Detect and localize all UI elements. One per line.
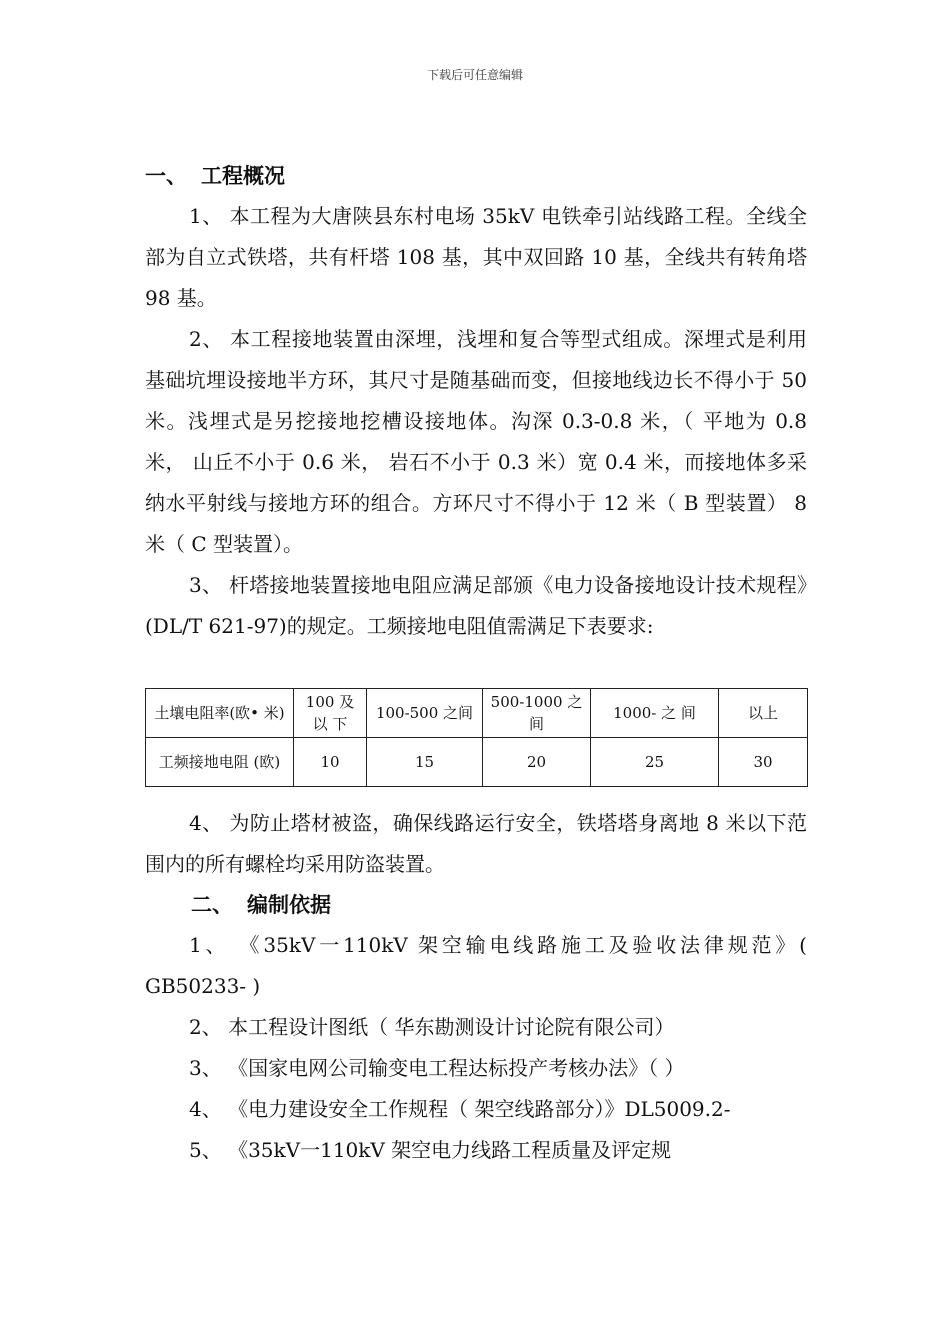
paragraph-3: 3、 杆塔接地装置接地电阻应满足部颁《电力设备接地设计技术规程》(DL/T 621-97)的规定。工频接地电阻值需满足下表要求: bbox=[145, 573, 807, 638]
table-cell: 25 bbox=[591, 738, 719, 787]
table-cell: 30 bbox=[719, 738, 808, 787]
reference-item: 4、 《电力建设安全工作规程（ 架空线路部分）》DL5009.2- bbox=[189, 1097, 731, 1121]
table-cell: 1000- 之 间 bbox=[591, 689, 719, 738]
page-header: 下载后可任意编辑 bbox=[426, 68, 523, 82]
table-cell: 100 及 以 下 bbox=[294, 689, 367, 738]
spacer bbox=[145, 787, 807, 803]
section-heading-basis bbox=[145, 885, 807, 925]
table-cell: 100-500 之间 bbox=[367, 689, 483, 738]
section-number: 二、 bbox=[191, 893, 233, 917]
paragraph-1: 1、 本工程为大唐陕县东村电场 35kV 电铁牵引站线路工程。全线全部为自立式铁塔，共有杆塔 108 基，其中双回路 10 基，全线共有转角塔 98 基。 bbox=[145, 204, 807, 310]
document-body bbox=[145, 156, 807, 1171]
table-cell: 20 bbox=[483, 738, 591, 787]
table-cell: 以上 bbox=[719, 689, 808, 738]
reference-item: 3、 《国家电网公司输变电工程达标投产考核办法》（ ） bbox=[189, 1056, 685, 1080]
reference-item: 1、 《35kV一110kV 架空输电线路施工及验收法律规范》( GB50233- ) bbox=[145, 933, 807, 998]
paragraph-4: 4、 为防止塔材被盗，确保线路运行安全，铁塔塔身离地 8 米以下范围内的所有螺栓均采用防盗装置。 bbox=[145, 811, 807, 876]
paragraph-2: 2、 本工程接地装置由深埋，浅埋和复合等型式组成。深埋式是利用基础坑埋设接地半方环，其尺寸是随基础而变，但接地线边长不得小于 50 米。浅埋式是另挖接地挖槽设接地体。沟深 0.3-0.8 米，（ 平地为 0.8 米， 山丘不小于 0.6 米， 岩石不小于 0.3 米）宽 0.4 米，而接地体多采纳水平射线与接地方环的组合。方环尺寸不得小于 12 米（ B 型装置） 8 米（ C 型装置）。 bbox=[145, 327, 807, 556]
table-cell: 10 bbox=[294, 738, 367, 787]
table-row bbox=[146, 738, 808, 787]
spacer bbox=[145, 647, 807, 688]
table-header-row bbox=[146, 689, 808, 738]
table-cell: 15 bbox=[367, 738, 483, 787]
reference-item: 2、 本工程设计图纸（ 华东勘测设计讨论院有限公司） bbox=[189, 1015, 675, 1039]
table-cell: 工频接地电阻 (欧) bbox=[146, 738, 294, 787]
reference-item: 5、 《35kV一110kV 架空电力线路工程质量及评定规 bbox=[189, 1138, 672, 1162]
section-number: 一、 bbox=[145, 164, 187, 188]
section-title: 编制依据 bbox=[247, 893, 331, 917]
table-cell: 500-1000 之 间 bbox=[483, 689, 591, 738]
table-cell: 土壤电阻率(欧• 米) bbox=[146, 689, 294, 738]
section-title: 工程概况 bbox=[201, 164, 285, 188]
section-heading-overview bbox=[145, 156, 807, 196]
resistance-table bbox=[145, 688, 808, 787]
